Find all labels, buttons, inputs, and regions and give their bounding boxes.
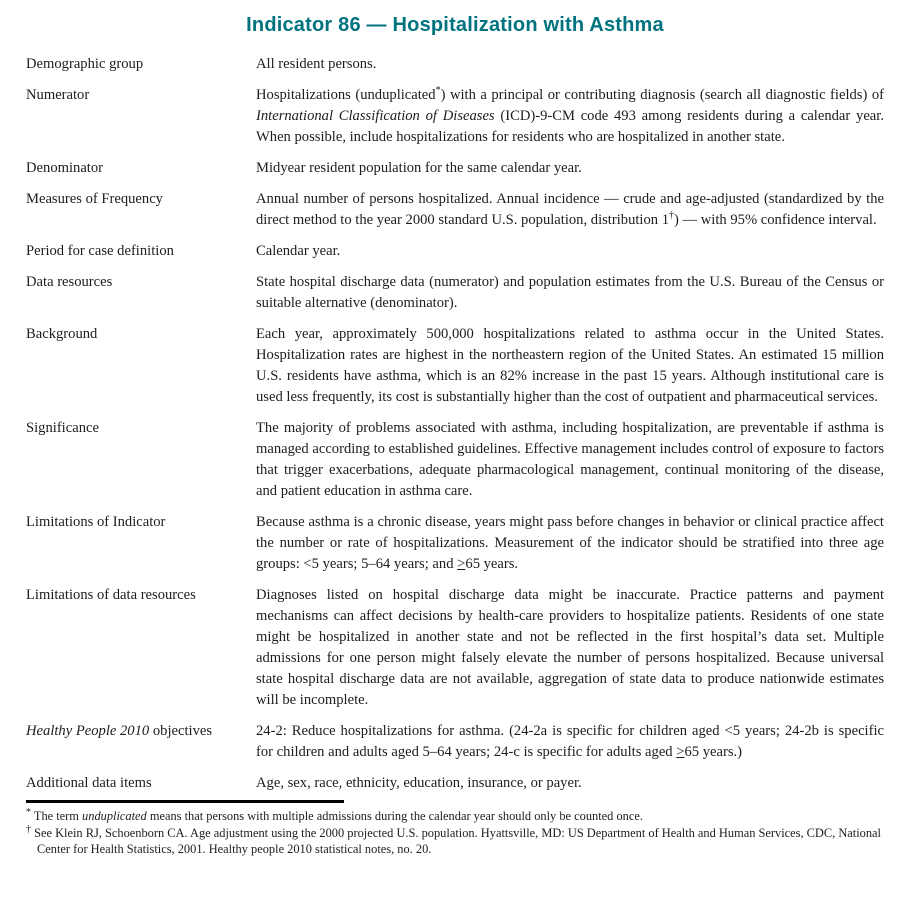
row-label: Limitations of Indicator (26, 514, 166, 530)
row-body: Because asthma is a chronic disease, years might pass before changes in behavior or clinical practice affect the number or rate of hospitalizations. Measurement of the indicator should be stratified into three age groups: <5 years; 5–64 years; and >65 years. (256, 514, 884, 572)
definition-list (26, 54, 884, 794)
row-label: Measures of Frequency (26, 191, 163, 207)
row-body: Midyear resident population for the same calendar year. (256, 160, 582, 176)
row-label: Period for case definition (26, 243, 174, 259)
footnote: * The term unduplicated means that persons with multiple admissions during the calendar year should only be counted once. (26, 806, 643, 823)
row-body: Calendar year. (256, 243, 341, 259)
row-body: 24-2: Reduce hospitalizations for asthma. (24-2a is specific for children aged <5 years; 24-2b is specific for children and adults aged 5–64 years; 24-c is specific for adults aged >65 years.) (256, 723, 884, 760)
row-label: Background (26, 326, 98, 342)
row-label: Healthy People 2010 objectives (26, 723, 213, 739)
page-title: Indicator 86 — Hospitalization with Asthma (246, 14, 664, 36)
footnote-separator (26, 800, 344, 803)
row-label: Additional data items (26, 775, 152, 791)
row-label: Numerator (26, 87, 90, 103)
row-body: State hospital discharge data (numerator) and population estimates from the U.S. Bureau of the Census or suitable alternative (denominator). (256, 274, 884, 311)
row-label: Significance (26, 420, 99, 436)
row-label: Limitations of data resources (26, 587, 196, 603)
row-body: The majority of problems associated with asthma, including hospitalization, are preventable if asthma is managed according to established guidelines. Effective management includes control of exposure to factors that trigger exacerbations, adequate pharmacological management, continual monitoring of the disease, and patient education in asthma care. (256, 420, 884, 499)
row-body: All resident persons. (256, 56, 377, 72)
row-label: Denominator (26, 160, 104, 176)
row-body: Annual number of persons hospitalized. Annual incidence — crude and age-adjusted (standardized by the direct method to the year 2000 standard U.S. population, distribution 1†) — with 95% confidence interval. (256, 191, 884, 228)
footnote: † See Klein RJ, Schoenborn CA. Age adjustment using the 2000 projected U.S. population. Hyattsville, MD: US Department of Health and Human Services, CDC, National Center for Health Statistics, 2001. Healthy people 2010 statistical notes, no. 20. (26, 823, 882, 856)
row-body: Age, sex, race, ethnicity, education, insurance, or payer. (256, 775, 582, 791)
footnotes (26, 808, 884, 858)
row-body: Each year, approximately 500,000 hospitalizations related to asthma occur in the United States. Hospitalization rates are highest in the northeastern region of the United States. An estimated 15 million U.S. residents have asthma, which is an 82% increase in the past 15 years. Although institutional care is used less frequently, its cost is substantially higher than the cost of outpatient and pharmaceutical services. (256, 326, 884, 405)
row-label: Demographic group (26, 56, 144, 72)
row-body: Diagnoses listed on hospital discharge data might be inaccurate. Practice patterns and payment mechanisms can affect decisions by health-care providers to hospitalize patients. Residents of one state might be hospitalized in another state and not be reflected in the first hospital’s data set. Multiple admissions for one person might falsely elevate the number of persons hospitalized. Because universal state hospital discharge data are not available, aggregation of state data to produce nationwide estimates will be incomplete. (256, 587, 884, 708)
row-body: Hospitalizations (unduplicated*) with a principal or contributing diagnosis (search all diagnostic fields) of International Classification of Diseases (ICD)-9-CM code 493 among residents during a calendar year. When possible, include hospitalizations for residents who are hospitalized in another state. (256, 85, 884, 145)
row-label: Data resources (26, 274, 113, 290)
